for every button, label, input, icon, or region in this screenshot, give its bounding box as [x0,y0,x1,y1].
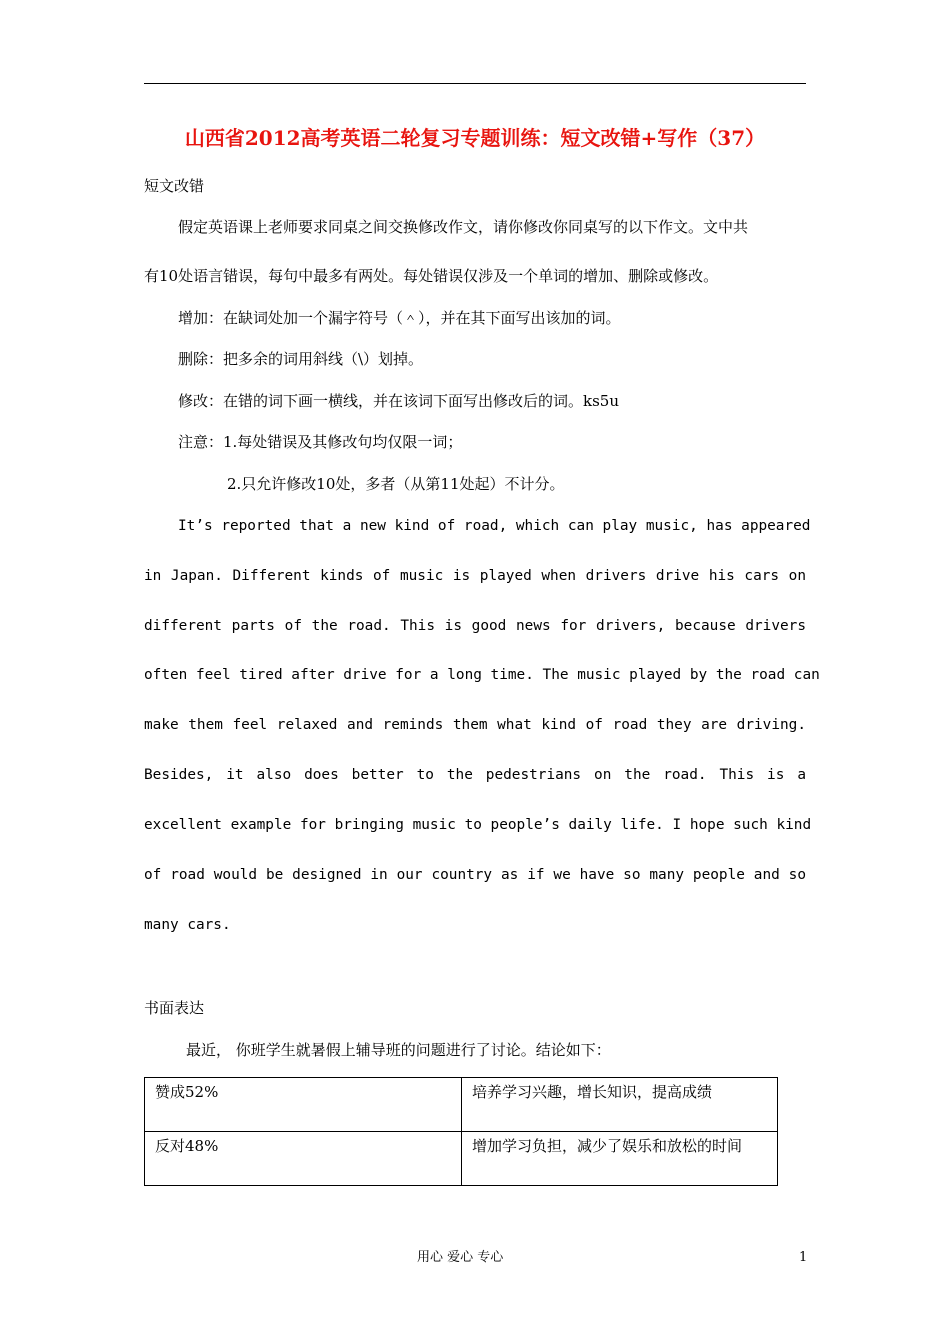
document-title: 山西省2012高考英语二轮复习专题训练：短文改错+写作（37） [184,126,766,150]
footer-slogan: 用心 爱心 专心 [417,1250,504,1265]
header-rule [144,83,806,84]
add-rule: 增加：在缺词处加一个漏字符号（＾），并在其下面写出该加的词。 [178,309,621,327]
delete-rule: 删除：把多余的词用斜线（\）划掉。 [178,350,424,368]
table-cell: 赞成52% [145,1078,462,1132]
modify-rule: 修改：在错的词下画一横线，并在该词下面写出修改后的词。ks5u [178,392,619,410]
page-number: 1 [799,1250,808,1265]
passage-line: of road would be designed in our country as if we have so many people and so [144,867,806,883]
note-1: 注意：1.每处错误及其修改句均仅限一词； [178,433,463,451]
table-row [145,1078,778,1132]
table-cell: 反对48% [145,1132,462,1186]
writing-intro: 最近， 你班学生就暑假上辅导班的问题进行了讨论。结论如下： [186,1041,611,1059]
passage-line: many cars. [144,917,231,933]
table-cell: 增加学习负担，减少了娱乐和放松的时间 [462,1132,778,1186]
passage-line: in Japan. Different kinds of music is played when drivers drive his cars on [144,568,806,584]
intro-line-2: 有10处语言错误，每句中最多有两处。每处错误仅涉及一个单词的增加、删除或修改。 [144,267,719,285]
passage-line: It’s reported that a new kind of road, which can play music, has appeared [178,518,811,534]
table-cell: 培养学习兴趣，增长知识，提高成绩 [462,1078,778,1132]
passage-line: different parts of the road. This is good news for drivers, because drivers [144,618,806,634]
section-heading-writing: 书面表达 [144,999,205,1017]
passage-line: excellent example for bringing music to people’s daily life. I hope such kind [144,817,812,833]
note-2: 2.只允许修改10处，多者（从第11处起）不计分。 [227,475,565,493]
opinion-table [144,1077,778,1186]
passage-line: often feel tired after drive for a long time. The music played by the road can [144,667,820,683]
passage-line: Besides, it also does better to the pedestrians on the road. This is a [144,767,806,783]
table-row [145,1132,778,1186]
intro-line-1: 假定英语课上老师要求同桌之间交换修改作文，请你修改你同桌写的以下作文。文中共 [178,218,749,236]
section-heading-error-correction: 短文改错 [144,177,205,195]
passage-line: make them feel relaxed and reminds them what kind of road they are driving. [144,717,806,733]
